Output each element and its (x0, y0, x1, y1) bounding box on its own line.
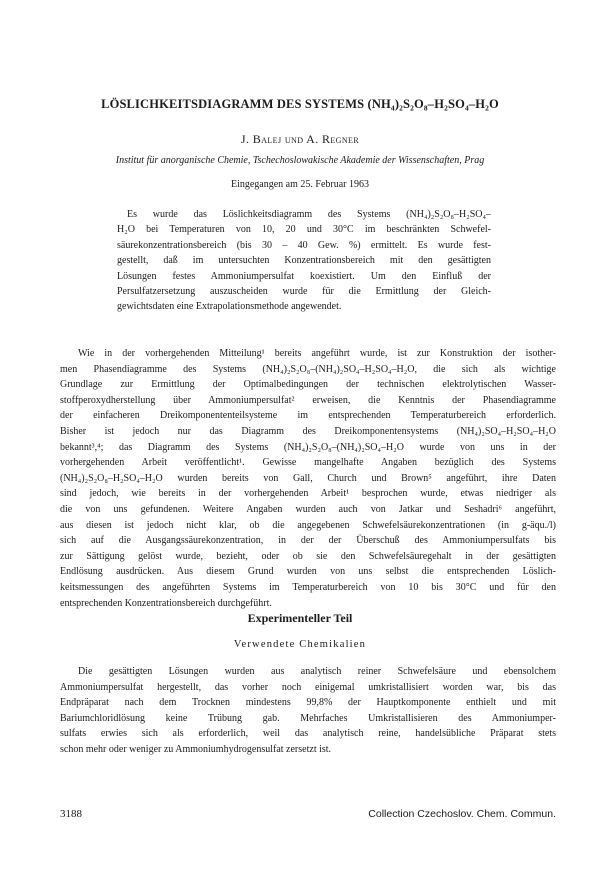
body-line: men Phasendiagramme des Systems (NH₄)₂S₂O₈–(NH₄)₂SO₄–H₂SO₄–H₂O, die sich als wichtige (60, 363, 556, 375)
body-line: Wie in der vorhergehenden Mitteilung¹ bereits angeführt wurde, ist zur Konstruktion der isother- (78, 348, 556, 359)
body-line: die von uns gefundenen. Weitere Angaben wurden auch von Jatkar und Seshadri⁶ angeführt, (60, 503, 556, 515)
body-line: aus diesen ist jedoch nicht klar, ob die angegebenen Schwefelsäurekonzentrationen (in g-äqu./l) (60, 519, 556, 531)
abstract-line: gestellt, daß im untersuchten Konzentrationsbereich mit den gesättigten (117, 255, 491, 267)
body-line: zur Sättigung gelöst wurde, bezieht, oder ob sie den Schwefelsäuregehalt in der gesättigten (60, 550, 556, 562)
chemicals-paragraph (60, 664, 556, 758)
abstract-line: H₂O bei Temperaturen von 10, 20 und 30°C im beschränkten Schwefel- (117, 224, 491, 236)
intro-paragraph (60, 346, 556, 611)
body-line: sich auf die Ausgangssäurekonzentration, in der der Überschuß des Ammoniumpersulfats bis (60, 535, 556, 547)
body-line: Bisher ist jedoch nur das Diagramm des Dreikomponentensystems (NH₄)₂SO₄–H₂SO₄–H₂O (60, 425, 556, 437)
affiliation: Institut für anorganische Chemie, Tschechoslowakische Akademie der Wissenschaften, Prag (115, 155, 485, 166)
abstract-line: Es wurde das Löslichkeitsdiagramm des Systems (NH₄)₂S₂O₈–H₂SO₄– (127, 209, 491, 220)
body-line: Bariumchloridlösung keine Trübung gab. Mehrfaches Umkristallisieren des Ammoniumper- (60, 712, 556, 724)
body-line: schon mehr oder weniger zu Ammoniumhydrogensulfat zersetzt ist. (60, 743, 332, 755)
body-line: vorhergehenden Arbeit veröffentlicht¹. Gewisse mangelhafte Angaben bezüglich des Systems (60, 457, 556, 469)
body-line: keitsmessungen des angeführten Systems im Temperaturbereich von 10 bis 30°C und für den (60, 581, 556, 593)
body-line: der einfacheren Dreikomponententeilsysteme im entsprechenden Temperaturbereich erforderlich. (60, 410, 556, 422)
body-line: sulfats erwies sich als erforderlich, weil das analytisch reine, handelsübliche Präparat stets (60, 728, 556, 740)
abstract-line: Lösungen festes Ammoniumpersulfat koexistiert. Um den Einfluß der (117, 270, 491, 282)
abstract-line: Persulfatzersetzung auszuscheiden wurde für die Ermittlung der Gleich- (117, 286, 491, 298)
body-line: Endpräparat nach dem Trocknen mindestens 99,8% der Hauptkomponente enthielt und mit (60, 697, 556, 709)
abstract (117, 207, 491, 315)
authors: J. Balej und A. Regner (240, 132, 360, 146)
body-line: entsprechenden Konzentrationsbereich durchgeführt. (60, 597, 272, 609)
body-line: Ammoniumpersulfat hergestellt, das vorher noch einigemal umkristallisiert worden war, bis das (60, 681, 556, 693)
body-line: Die gesättigten Lösungen wurden aus analytisch reiner Schwefelsäure und ebensolchem (78, 666, 556, 677)
received-date: Eingegangen am 25. Februar 1963 (230, 179, 370, 190)
section-heading: Experimenteller Teil (247, 611, 353, 625)
body-line: Grundlage zur Ermittlung der Optimalbedingungen der technischen elektrolytischen Wasser- (60, 379, 556, 391)
body-line: Endlösung ausdrücken. Aus diesem Grund wurden von uns selbst die entsprechenden Löslich- (60, 566, 556, 578)
abstract-line: säurekonzentrationsbereich (bis 30 – 40 Gew. %) ermittelt. Es wurde fest- (117, 239, 491, 251)
subsection-heading: Verwendete Chemikalien (233, 639, 367, 650)
abstract-line: gewichtsdaten eine Extrapolationsmethode angewendet. (117, 301, 342, 313)
page-number: 3188 (60, 808, 82, 820)
journal-name: Collection Czechoslov. Chem. Commun. (368, 808, 556, 820)
article-title: LÖSLICHKEITSDIAGRAMM DES SYSTEMS (NH₄)₂S₂O₈–H₂SO₄–H₂O (101, 97, 499, 111)
body-line: bekannt³,⁴; das Diagramm des Systems (NH₄)₂S₂O₈–(NH₄)₂SO₄–H₂O wurde von uns in der (60, 441, 556, 453)
body-line: (NH₄)₂S₂O₈–H₂SO₄–H₂O wurden bereits von Gall, Church und Brown⁵ angeführt, ihre Daten (60, 472, 556, 484)
body-line: stoffperoxydherstellung über Ammoniumpersulfat² erweisen, die Kenntnis der Phasendiagramme (60, 394, 556, 406)
body-line: sind jedoch, wie bereits in der vorhergehenden Arbeit¹ besprochen wurde, etwas niedriger als (60, 488, 556, 500)
